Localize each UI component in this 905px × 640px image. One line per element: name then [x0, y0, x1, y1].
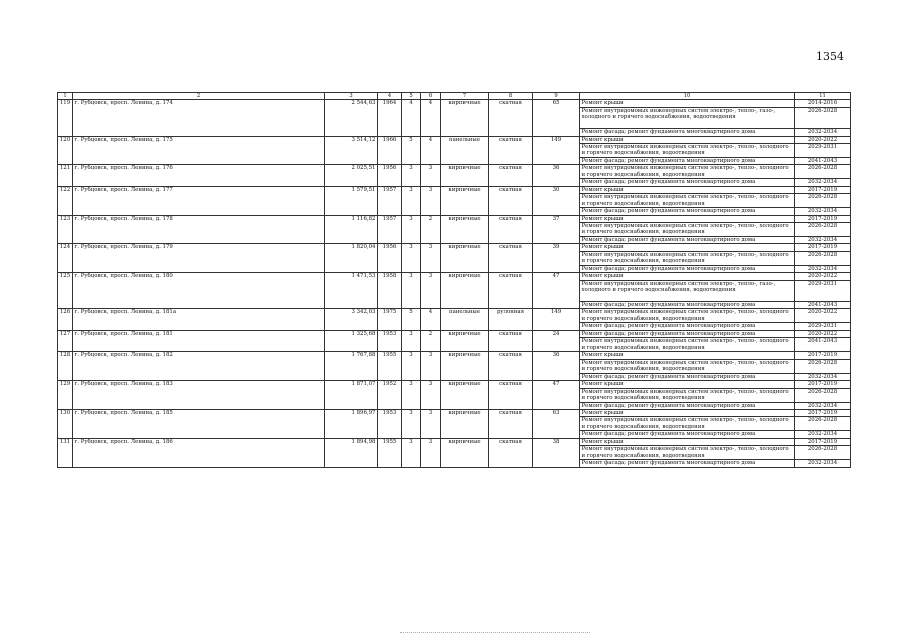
period-cell: 2017-2019 [795, 352, 851, 359]
period-cell: 2032-2034 [795, 402, 851, 409]
year-cell: 1956 [378, 244, 402, 273]
entrances-cell: 3 [421, 438, 441, 467]
walls-cell: кирпичные [441, 352, 489, 381]
address-cell: г. Рубцовск, просп. Ленина, д. 183 [73, 381, 325, 410]
work-type-cell: Ремонт крыши [580, 273, 795, 280]
apartments-cell: 47 [533, 273, 580, 309]
roof-cell: скатная [489, 244, 533, 273]
walls-cell: кирпичные [441, 330, 489, 351]
period-cell: 2032-2034 [795, 265, 851, 272]
work-type-cell: Ремонт крыши [580, 215, 795, 222]
walls-cell: кирпичные [441, 215, 489, 244]
area-cell: 1 896,97 [325, 409, 378, 438]
period-cell: 2032-2034 [795, 179, 851, 186]
work-type-cell: Ремонт крыши [580, 100, 795, 107]
apartments-cell: 36 [533, 165, 580, 186]
walls-cell: панельные [441, 136, 489, 165]
work-type-cell: Ремонт крыши [580, 381, 795, 388]
floors-cell: 5 [402, 136, 421, 165]
period-cell: 2026-2028 [795, 251, 851, 265]
floors-cell: 3 [402, 381, 421, 410]
period-cell: 2026-2028 [795, 417, 851, 431]
roof-cell: скатная [489, 352, 533, 381]
apartments-cell: 149 [533, 136, 580, 165]
area-cell: 2 025,51 [325, 165, 378, 186]
work-type-cell: Ремонт фасада; ремонт фундамента многоквартирного дома [580, 208, 795, 215]
period-cell: 2017-2019 [795, 381, 851, 388]
row-number-cell: 119 [58, 100, 73, 136]
row-number-cell: 127 [58, 330, 73, 351]
period-cell: 2017-2019 [795, 409, 851, 416]
column-header: 1 [58, 93, 73, 100]
work-type-cell: Ремонт крыши [580, 352, 795, 359]
work-type-cell: Ремонт внутридомовых инженерных систем электро-, тепло-, холодного и горячего водоснабжения, водоотведения [580, 251, 795, 265]
scan-artifact [400, 632, 590, 635]
floors-cell: 3 [402, 186, 421, 215]
floors-cell: 3 [402, 409, 421, 438]
year-cell: 1975 [378, 309, 402, 330]
year-cell: 1952 [378, 381, 402, 410]
roof-cell: скатная [489, 381, 533, 410]
work-type-cell: Ремонт фасада; ремонт фундамента многоквартирного дома [580, 265, 795, 272]
work-type-cell: Ремонт крыши [580, 186, 795, 193]
work-type-cell: Ремонт внутридомовых инженерных систем электро-, тепло-, холодного и горячего водоснабжения, водоотведения [580, 359, 795, 373]
row-number-cell: 122 [58, 186, 73, 215]
work-type-cell: Ремонт крыши [580, 438, 795, 445]
apartments-cell: 30 [533, 186, 580, 215]
period-cell: 2032-2034 [795, 431, 851, 438]
table-row [58, 244, 851, 251]
year-cell: 1957 [378, 215, 402, 244]
table-row [58, 100, 851, 107]
period-cell: 2026-2028 [795, 359, 851, 373]
period-cell: 2029-2031 [795, 323, 851, 330]
area-cell: 1 820,04 [325, 244, 378, 273]
work-type-cell: Ремонт внутридомовых инженерных систем электро-, тепло-, холодного и горячего водоснабжения, водоотведения [580, 417, 795, 431]
floors-cell: 5 [402, 309, 421, 330]
area-cell: 1 871,07 [325, 381, 378, 410]
period-cell: 2026-2028 [795, 223, 851, 237]
period-cell: 2032-2034 [795, 208, 851, 215]
work-type-cell: Ремонт внутридомовых инженерных систем электро-, тепло-, холодного и горячего водоснабжения, водоотведения [580, 388, 795, 402]
apartments-cell: 38 [533, 438, 580, 467]
column-header: 10 [580, 93, 795, 100]
apartments-cell: 24 [533, 330, 580, 351]
address-cell: г. Рубцовск, просп. Ленина, д. 181 [73, 330, 325, 351]
roof-cell: рулонная [489, 309, 533, 330]
period-cell: 2032-2034 [795, 373, 851, 380]
work-type-cell: Ремонт внутридомовых инженерных систем электро-, тепло-, холодного и горячего водоснабжения, водоотведения [580, 144, 795, 158]
period-cell: 2026-2028 [795, 388, 851, 402]
column-header: 6 [421, 93, 441, 100]
floors-cell: 3 [402, 165, 421, 186]
period-cell: 2017-2019 [795, 438, 851, 445]
work-type-cell: Ремонт фасада; ремонт фундамента многоквартирного дома [580, 373, 795, 380]
work-type-cell: Ремонт фасада; ремонт фундамента многоквартирного дома [580, 158, 795, 165]
work-type-cell: Ремонт крыши [580, 136, 795, 143]
walls-cell: кирпичные [441, 186, 489, 215]
area-cell: 1 116,82 [325, 215, 378, 244]
entrances-cell: 4 [421, 309, 441, 330]
period-cell: 2020-2022 [795, 273, 851, 280]
column-header: 3 [325, 93, 378, 100]
floors-cell: 3 [402, 244, 421, 273]
period-cell: 2014-2016 [795, 100, 851, 107]
work-type-cell: Ремонт фасада; ремонт фундамента многоквартирного дома [580, 330, 795, 337]
period-cell: 2020-2022 [795, 309, 851, 323]
work-type-cell: Ремонт внутридомовых инженерных систем электро-, тепло-, холодного и горячего водоснабжения, водоотведения [580, 446, 795, 460]
walls-cell: кирпичные [441, 409, 489, 438]
year-cell: 1955 [378, 352, 402, 381]
year-cell: 1966 [378, 136, 402, 165]
period-cell: 2017-2019 [795, 186, 851, 193]
area-cell: 1 579,51 [325, 186, 378, 215]
area-cell: 1 325,68 [325, 330, 378, 351]
walls-cell: кирпичные [441, 438, 489, 467]
work-type-cell: Ремонт внутридомовых инженерных систем электро-, тепло-, холодного и горячего водоснабжения, водоотведения [580, 194, 795, 208]
work-type-cell: Ремонт крыши [580, 244, 795, 251]
address-cell: г. Рубцовск, просп. Ленина, д. 177 [73, 186, 325, 215]
year-cell: 1957 [378, 186, 402, 215]
year-cell: 1955 [378, 438, 402, 467]
column-header: 7 [441, 93, 489, 100]
entrances-cell: 2 [421, 330, 441, 351]
walls-cell: панельные [441, 309, 489, 330]
work-type-cell: Ремонт внутридомовых инженерных систем электро-, тепло-, холодного и горячего водоснабжения, водоотведения [580, 338, 795, 352]
row-number-cell: 126 [58, 309, 73, 330]
walls-cell: кирпичные [441, 381, 489, 410]
floors-cell: 3 [402, 438, 421, 467]
address-cell: г. Рубцовск, просп. Ленина, д. 176 [73, 165, 325, 186]
period-cell: 2029-2031 [795, 280, 851, 301]
table-row [58, 352, 851, 359]
entrances-cell: 3 [421, 244, 441, 273]
row-number-cell: 125 [58, 273, 73, 309]
column-header: 4 [378, 93, 402, 100]
entrances-cell: 4 [421, 100, 441, 136]
area-cell: 1 767,88 [325, 352, 378, 381]
column-header: 9 [533, 93, 580, 100]
area-cell: 1 471,53 [325, 273, 378, 309]
work-type-cell: Ремонт фасада; ремонт фундамента многоквартирного дома [580, 237, 795, 244]
row-number-cell: 120 [58, 136, 73, 165]
entrances-cell: 3 [421, 352, 441, 381]
area-cell: 2 544,63 [325, 100, 378, 136]
period-cell: 2017-2019 [795, 215, 851, 222]
period-cell: 2020-2022 [795, 330, 851, 337]
period-cell: 2041-2043 [795, 158, 851, 165]
year-cell: 1953 [378, 330, 402, 351]
period-cell: 2041-2043 [795, 302, 851, 309]
address-cell: г. Рубцовск, просп. Ленина, д. 175 [73, 136, 325, 165]
table-row [58, 136, 851, 143]
row-number-cell: 129 [58, 381, 73, 410]
roof-cell: скатная [489, 330, 533, 351]
area-cell: 1 894,98 [325, 438, 378, 467]
year-cell: 1956 [378, 165, 402, 186]
apartments-cell: 39 [533, 244, 580, 273]
address-cell: г. Рубцовск, просп. Ленина, д. 178 [73, 215, 325, 244]
apartments-cell: 65 [533, 100, 580, 136]
apartments-cell: 47 [533, 381, 580, 410]
area-cell: 3 514,12 [325, 136, 378, 165]
walls-cell: кирпичные [441, 273, 489, 309]
apartments-cell: 36 [533, 352, 580, 381]
period-cell: 2020-2022 [795, 136, 851, 143]
period-cell: 2032-2034 [795, 237, 851, 244]
period-cell: 2026-2028 [795, 446, 851, 460]
row-number-cell: 123 [58, 215, 73, 244]
table-row [58, 409, 851, 416]
work-type-cell: Ремонт фасада; ремонт фундамента многоквартирного дома [580, 179, 795, 186]
work-type-cell: Ремонт внутридомовых инженерных систем электро-, тепло-, холодного и горячего водоснабжения, водоотведения [580, 223, 795, 237]
period-cell: 2026-2028 [795, 194, 851, 208]
work-type-cell: Ремонт фасада; ремонт фундамента многоквартирного дома [580, 323, 795, 330]
address-cell: г. Рубцовск, просп. Ленина, д. 186 [73, 438, 325, 467]
apartments-cell: 37 [533, 215, 580, 244]
work-type-cell: Ремонт фасада; ремонт фундамента многоквартирного дома [580, 129, 795, 136]
address-cell: г. Рубцовск, просп. Ленина, д. 179 [73, 244, 325, 273]
entrances-cell: 3 [421, 165, 441, 186]
table-row [58, 309, 851, 323]
roof-cell: скатная [489, 273, 533, 309]
address-cell: г. Рубцовск, просп. Ленина, д. 182 [73, 352, 325, 381]
table-body [58, 100, 851, 467]
table-row [58, 330, 851, 337]
table-row [58, 215, 851, 222]
walls-cell: кирпичные [441, 244, 489, 273]
roof-cell: скатная [489, 100, 533, 136]
roof-cell: скатная [489, 165, 533, 186]
walls-cell: кирпичные [441, 165, 489, 186]
walls-cell: кирпичные [441, 100, 489, 136]
address-cell: г. Рубцовск, просп. Ленина, д. 185 [73, 409, 325, 438]
work-type-cell: Ремонт внутридомовых инженерных систем электро-, тепло-, холодного и горячего водоснабжения, водоотведения [580, 309, 795, 323]
column-header: 5 [402, 93, 421, 100]
period-cell: 2026-2028 [795, 107, 851, 128]
entrances-cell: 2 [421, 215, 441, 244]
entrances-cell: 3 [421, 381, 441, 410]
roof-cell: скатная [489, 438, 533, 467]
floors-cell: 3 [402, 352, 421, 381]
column-header: 8 [489, 93, 533, 100]
entrances-cell: 3 [421, 273, 441, 309]
work-type-cell: Ремонт внутридомовых инженерных систем электро-, тепло-, холодного и горячего водоснабжения, водоотведения [580, 165, 795, 179]
floors-cell: 3 [402, 273, 421, 309]
page-number: 1354 [816, 50, 844, 63]
year-cell: 1953 [378, 409, 402, 438]
work-type-cell: Ремонт фасада; ремонт фундамента многоквартирного дома [580, 402, 795, 409]
table-row [58, 165, 851, 179]
period-cell: 2017-2019 [795, 244, 851, 251]
area-cell: 3 342,03 [325, 309, 378, 330]
roof-cell: скатная [489, 186, 533, 215]
roof-cell: скатная [489, 215, 533, 244]
work-type-cell: Ремонт фасада; ремонт фундамента многоквартирного дома [580, 460, 795, 467]
year-cell: 1958 [378, 273, 402, 309]
year-cell: 1964 [378, 100, 402, 136]
floors-cell: 4 [402, 100, 421, 136]
roof-cell: скатная [489, 136, 533, 165]
floors-cell: 3 [402, 215, 421, 244]
table-row [58, 273, 851, 280]
row-number-cell: 121 [58, 165, 73, 186]
capital-repair-table [57, 92, 851, 468]
period-cell: 2032-2034 [795, 129, 851, 136]
period-cell: 2026-2028 [795, 165, 851, 179]
row-number-cell: 130 [58, 409, 73, 438]
table-row [58, 381, 851, 388]
address-cell: г. Рубцовск, просп. Ленина, д. 174 [73, 100, 325, 136]
apartments-cell: 63 [533, 409, 580, 438]
period-cell: 2041-2043 [795, 338, 851, 352]
period-cell: 2032-2034 [795, 460, 851, 467]
entrances-cell: 3 [421, 409, 441, 438]
column-header: 2 [73, 93, 325, 100]
work-type-cell: Ремонт внутридомовых инженерных систем электро-, тепло-, газо-, холодного и горячего водоснабжения, водоотведения [580, 280, 795, 301]
address-cell: г. Рубцовск, просп. Ленина, д. 181а [73, 309, 325, 330]
period-cell: 2029-2031 [795, 144, 851, 158]
column-number-row [58, 93, 851, 100]
work-type-cell: Ремонт внутридомовых инженерных систем электро-, тепло-, газо-, холодного и горячего водоснабжения, водоотведения [580, 107, 795, 128]
address-cell: г. Рубцовск, просп. Ленина, д. 180 [73, 273, 325, 309]
work-type-cell: Ремонт фасада; ремонт фундамента многоквартирного дома [580, 302, 795, 309]
work-type-cell: Ремонт крыши [580, 409, 795, 416]
roof-cell: скатная [489, 409, 533, 438]
work-type-cell: Ремонт фасада; ремонт фундамента многоквартирного дома [580, 431, 795, 438]
row-number-cell: 131 [58, 438, 73, 467]
table-row [58, 438, 851, 445]
apartments-cell: 149 [533, 309, 580, 330]
row-number-cell: 128 [58, 352, 73, 381]
column-header: 11 [795, 93, 851, 100]
floors-cell: 3 [402, 330, 421, 351]
entrances-cell: 3 [421, 186, 441, 215]
row-number-cell: 124 [58, 244, 73, 273]
entrances-cell: 4 [421, 136, 441, 165]
table-row [58, 186, 851, 193]
